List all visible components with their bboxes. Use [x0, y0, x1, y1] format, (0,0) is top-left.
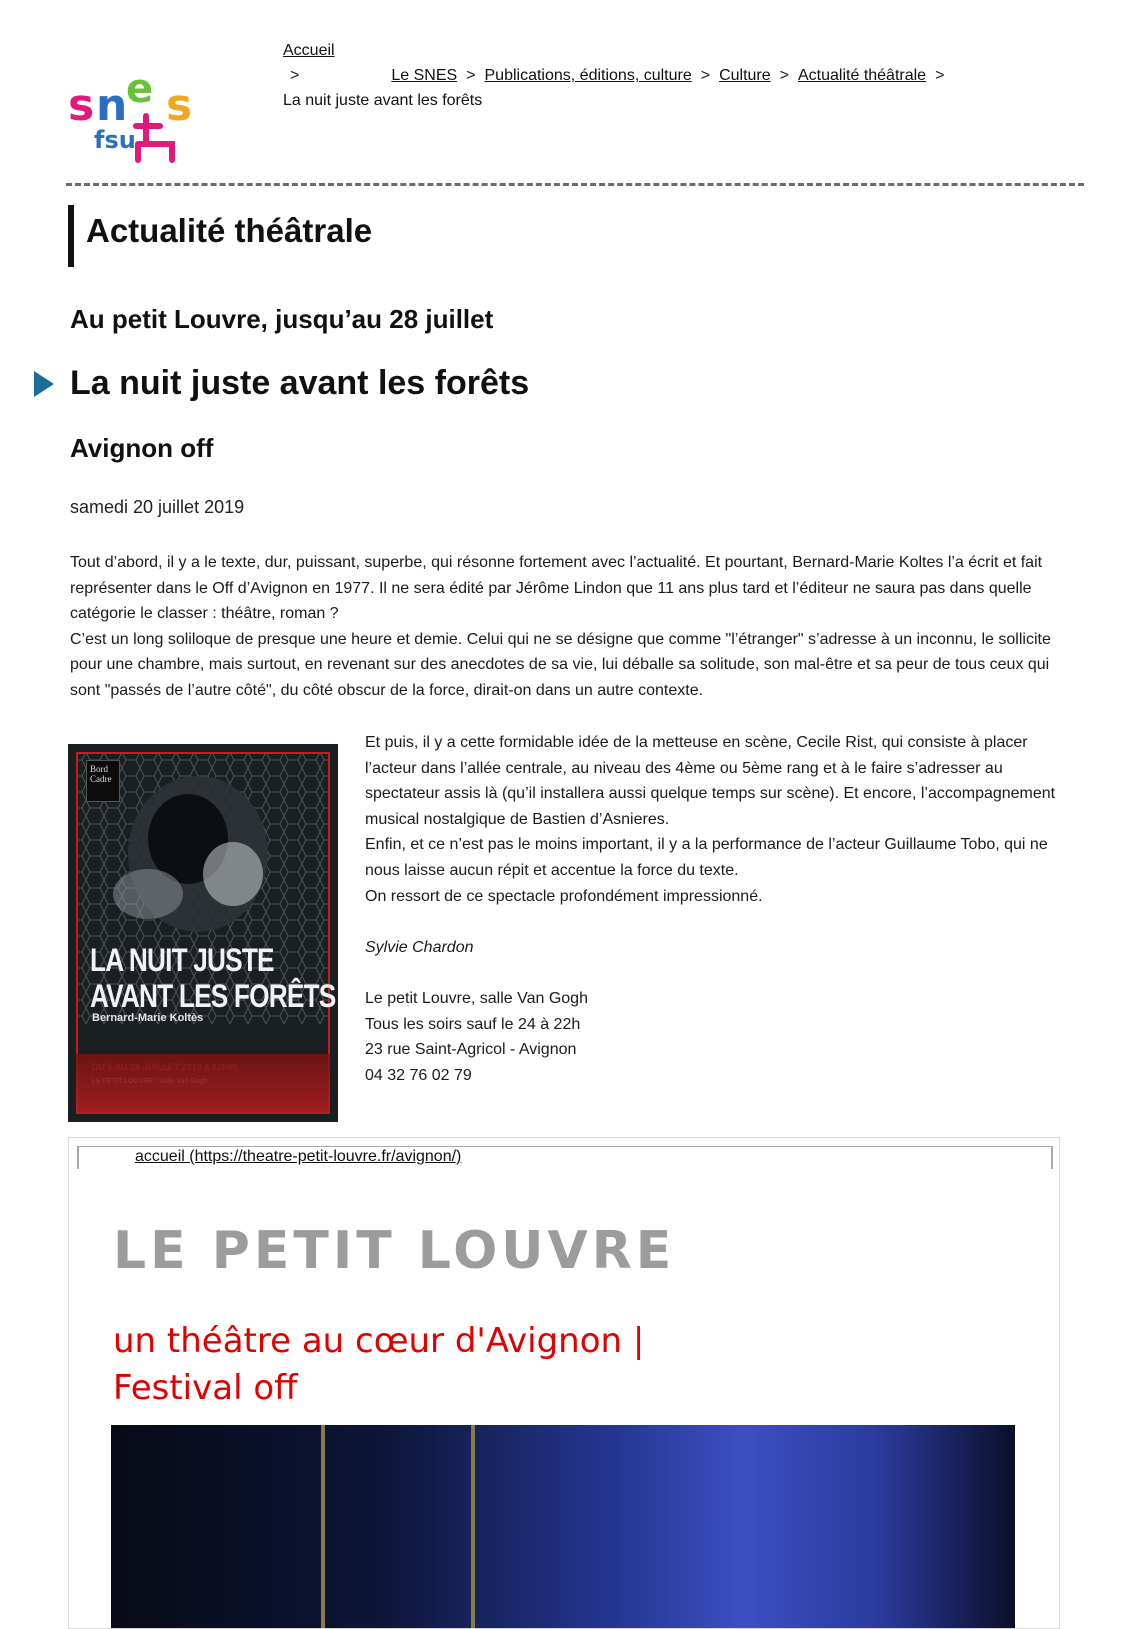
- venue-line: Tous les soirs sauf le 24 à 22h: [365, 1015, 581, 1033]
- poster-logo: Bord Cadre: [86, 760, 120, 802]
- paragraph: Tout d’abord, il y a le texte, dur, puissant, superbe, qui résonne fortement avec l’actualité. Et pourtant, Bernard-Marie Koltes l’a écrit et fait représenter dans le Off d’Avignon en 1977. Il ne sera édité par Jérôme Lindon que 11 ans plus tard et l’éditeur ne saura pas dans quelle catégorie le classer : théâtre, roman ?: [70, 554, 1043, 623]
- divider: [66, 183, 1084, 186]
- breadcrumb-separator: >: [700, 67, 711, 84]
- breadcrumb-separator: >: [290, 67, 300, 84]
- poster-title-line: LA NUIT JUSTE: [90, 942, 274, 978]
- svg-text:s: s: [68, 80, 95, 131]
- venue-line: Le petit Louvre, salle Van Gogh: [365, 989, 588, 1007]
- paragraph: Et puis, il y a cette formidable idée de la metteuse en scène, Cecile Rist, qui consiste à placer l’acteur dans l’allée centrale, au niveau des 4ème ou 5ème rang et à le faire s’adresser au spectateur assis là (qu’il installera aussi quelque temps sur scène). Et encore, l’accompagnement musical nostalgique de Bastien d’Asnieres.: [365, 734, 1056, 828]
- article-surtitle: Au petit Louvre, jusqu’au 28 juillet: [70, 304, 494, 334]
- breadcrumb-separator: >: [466, 67, 476, 84]
- svg-text:n: n: [96, 80, 128, 131]
- theatre-stage-photo: [111, 1425, 1015, 1629]
- breadcrumb: [283, 38, 953, 113]
- breadcrumb-separator: >: [779, 67, 789, 84]
- breadcrumb-link-snes[interactable]: Le SNES: [391, 67, 458, 84]
- article-title: La nuit juste avant les forêts: [70, 364, 530, 402]
- breadcrumb-current: La nuit juste avant les forêts: [283, 92, 483, 109]
- breadcrumb-link-publications[interactable]: Publications, éditions, culture: [484, 67, 692, 84]
- paragraph: On ressort de ce spectacle profondément impressionné.: [365, 887, 763, 905]
- paragraph: C’est un long soliloque de presque une heure et demie. Celui qui ne se désigne que comme "l’étranger" s’adresse à un inconnu, le sollicite pour une chambre, mais surtout, en revenant sur des anecdotes de sa vie, lui déballe sa solitude, son mal-être et sa peur de tous ceux qui sont "passés de l’autre côté", du côté obscur de la force, dirait-on dans un autre contexte.: [70, 630, 1051, 699]
- breadcrumb-home-link[interactable]: Accueil: [283, 42, 335, 59]
- theatre-home-link[interactable]: accueil (https://theatre-petit-louvre.fr/avignon/): [135, 1148, 462, 1165]
- embedded-website-preview: [68, 1137, 1060, 1629]
- show-poster-image: [68, 744, 338, 1122]
- poster-title: [90, 942, 336, 1014]
- tagline-line: Festival off: [113, 1368, 298, 1408]
- section-title: Actualité théâtrale: [86, 212, 373, 249]
- tagline-line: un théâtre au cœur d'Avignon |: [113, 1321, 645, 1361]
- theatre-tagline: [113, 1318, 813, 1412]
- breadcrumb-separator: >: [935, 67, 945, 84]
- svg-text:e: e: [126, 76, 154, 112]
- breadcrumb-link-culture[interactable]: Culture: [719, 67, 771, 84]
- poster-author: Bernard-Marie Koltès: [92, 1012, 204, 1024]
- article-body-right: [365, 730, 1070, 1088]
- svg-text:fsu: fsu: [94, 126, 136, 154]
- triangle-arrow-icon: [34, 371, 54, 397]
- article-subtitle: Avignon off: [70, 433, 214, 463]
- svg-text:s: s: [166, 80, 193, 131]
- venue-line: 04 32 76 02 79: [365, 1066, 472, 1084]
- venue-line: 23 rue Saint-Agricol - Avignon: [365, 1041, 577, 1059]
- article-intro: [70, 550, 1070, 704]
- poster-red-band: [76, 1054, 330, 1114]
- theatre-brand-name: LE PETIT LOUVRE: [113, 1221, 676, 1281]
- article-date: samedi 20 juillet 2019: [70, 497, 245, 517]
- section-title-bar: [68, 205, 74, 267]
- snes-fsu-logo[interactable]: [68, 76, 218, 164]
- stage-pole: [321, 1425, 325, 1629]
- paragraph: Enfin, et ce n’est pas le moins important, il y a la performance de l’acteur Guillaume Tobo, qui ne nous laisse aucun répit et accentue la force du texte.: [365, 836, 1048, 879]
- article-signature: Sylvie Chardon: [365, 938, 474, 956]
- stage-pole: [471, 1425, 475, 1629]
- breadcrumb-link-actualite[interactable]: Actualité théâtrale: [798, 67, 927, 84]
- poster-title-line: AVANT LES FORÊTS: [90, 978, 336, 1014]
